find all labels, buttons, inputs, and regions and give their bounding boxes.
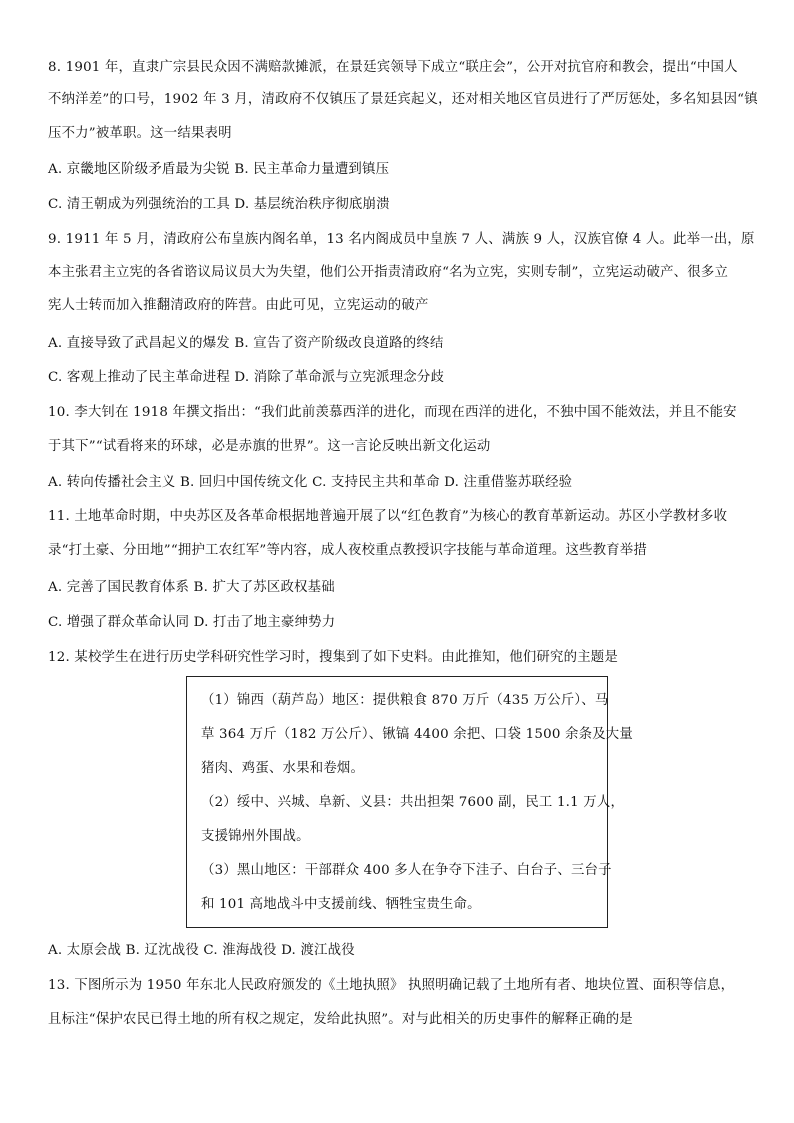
q9-stem-line-1: 9. 1911 年 5 月，清政府公布皇族内阁名单，13 名内阁成员中皇族 7 人、满族 9 人，汉族官僚 4 人。此举一出，原 <box>48 232 755 247</box>
q8-options-ab: A. 京畿地区阶级矛盾最为尖锐 B. 民主革命力量遭到镇压 <box>48 162 390 177</box>
q12-source-line-4: （2）绥中、兴城、阜新、义县：共出担架 7600 副，民工 1.1 万人， <box>201 795 625 810</box>
q9-options-cd: C. 客观上推动了民主革命进程 D. 消除了革命派与立宪派理念分歧 <box>48 370 445 385</box>
q12-source-line-3: 猪肉、鸡蛋、水果和卷烟。 <box>201 761 365 776</box>
q11-stem-line-1: 11. 土地革命时期，中央苏区及各革命根据地普遍开展了以“红色教育”为核心的教育革新运动。苏区小学教材多收 <box>48 509 728 524</box>
q12-options: A. 太原会战 B. 辽沈战役 C. 淮海战役 D. 渡江战役 <box>48 943 355 958</box>
q9-options-ab: A. 直接导致了武昌起义的爆发 B. 宣告了资产阶级改良道路的终结 <box>48 336 444 351</box>
q12-source-line-6: （3）黑山地区：干部群众 400 多人在争夺下洼子、白台子、三台子 <box>201 863 612 878</box>
q13-stem-line-2: 且标注“保护农民已得土地的所有权之规定，发给此执照”。对与此相关的历史事件的解释正确的是 <box>48 1012 633 1027</box>
q11-stem-line-2: 录“打土豪、分田地”“拥护工农红军”等内容，成人夜校重点教授识字技能与革命道理。这些教育举措 <box>48 543 647 558</box>
q11-options-ab: A. 完善了国民教育体系 B. 扩大了苏区政权基础 <box>48 580 335 595</box>
q9-stem-line-3: 宪人士转而加入推翻清政府的阵营。由此可见，立宪运动的破产 <box>48 298 429 313</box>
q12-source-line-2: 草 364 万斤（182 万公斤）、锹镐 4400 余把、口袋 1500 余条及大量 <box>201 727 633 742</box>
q9-stem-line-2: 本主张君主立宪的各省谘议局议员大为失望，他们公开指责清政府“名为立宪，实则专制”，立宪运动破产、很多立 <box>48 265 729 280</box>
q12-source-box <box>186 676 633 928</box>
q8-options-cd: C. 清王朝成为列强统治的工具 D. 基层统治秩序彻底崩溃 <box>48 197 390 212</box>
q11-options-cd: C. 增强了群众革命认同 D. 打击了地主豪绅势力 <box>48 615 336 630</box>
q10-options: A. 转向传播社会主义 B. 回归中国传统文化 C. 支持民主共和革命 D. 注重借鉴苏联经验 <box>48 475 573 490</box>
q8-stem-line-3: 压不力”被革职。这一结果表明 <box>48 126 232 141</box>
q10-stem-line-1: 10. 李大钊在 1918 年撰文指出：“我们此前羡慕西洋的进化，而现在西洋的进化，不独中国不能效法，并且不能安 <box>48 405 737 420</box>
q8-stem-line-1: 8. 1901 年，直隶广宗县民众因不满赔款摊派，在景廷宾领导下成立“联庄会”，公开对抗官府和教会，提出“中国人 <box>48 60 738 75</box>
q8-stem-line-2: 不纳洋差”的口号，1902 年 3 月，清政府不仅镇压了景廷宾起义，还对相关地区官员进行了严厉惩处，多名知县因“镇 <box>48 92 758 107</box>
q12-source-line-5: 支援锦州外围战。 <box>201 829 310 844</box>
q12-source-line-1: （1）锦西（葫芦岛）地区：提供粮食 870 万斤（435 万公斤）、马 <box>201 693 609 708</box>
q13-stem-line-1: 13. 下图所示为 1950 年东北人民政府颁发的《土地执照》 执照明确记载了土地所有者、地块位置、面积等信息， <box>48 978 735 993</box>
q12-stem-line-1: 12. 某校学生在进行历史学科研究性学习时，搜集到了如下史料。由此推知，他们研究的主题是 <box>48 650 618 665</box>
q12-source-line-7: 和 101 高地战斗中支援前线、牺牲宝贵生命。 <box>201 897 481 912</box>
q10-stem-line-2: 于其下”“试看将来的环球，必是赤旗的世界”。这一言论反映出新文化运动 <box>48 439 491 454</box>
